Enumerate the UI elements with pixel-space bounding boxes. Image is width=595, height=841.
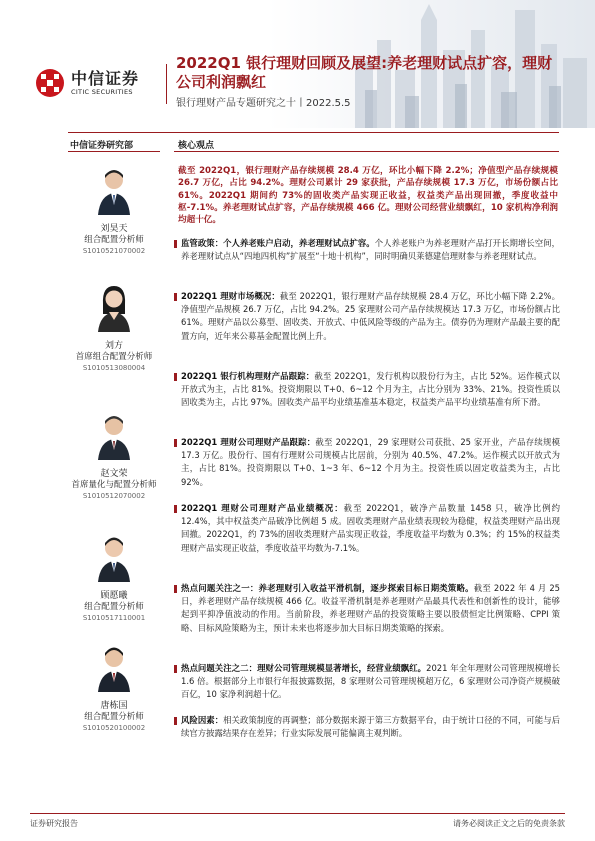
analyst-name: 赵文荣 bbox=[100, 469, 128, 479]
paragraph-text: 截至 2022Q1，破净产品数量 1458 只，破净比例约 12.4%，其中权益类产品破净比例超 5 成。固收类理财产品业绩表现较为稳健，权益类理财产品出现回撤。2022Q1，约 73%的固收类理财产品实现正收益，季度收益平均数为 0.3%；约 15%的权益类理财产品实现正收益，季度收益平均数为-7.1%。 bbox=[181, 503, 560, 553]
analyst-photo bbox=[94, 410, 134, 460]
paragraph-lead: 热点问题关注之二：理财公司管理规模显著增长，经营业绩飘红。 bbox=[181, 663, 427, 673]
left-column-divider bbox=[68, 151, 160, 152]
report-subtitle: 银行理财产品专题研究之十丨2022.5.5 bbox=[176, 98, 351, 109]
analyst-role: 组合配置分析师 bbox=[84, 235, 144, 245]
viewpoint-paragraph bbox=[174, 502, 560, 555]
viewpoint-paragraph bbox=[174, 370, 560, 410]
analyst-id: S1010512070002 bbox=[82, 492, 146, 500]
report-title: 2022Q1 银行理财回顾及展望:养老理财试点扩容，理财公司利润飘红 bbox=[176, 54, 553, 91]
paragraph-marker bbox=[174, 665, 177, 673]
paragraph-text: 截至 2022Q1，29 家理财公司获批、25 家开业，产品存续规模 17.3 万亿。股份行、国有行理财公司规模占比居前，分别为 40.5%、47.2%。运作模式以开放式为主，占比 81%。投资期限以 T+0、1~3 年、6~12 个月为主。投资性质以固定收益类为主，占比 92%。 bbox=[181, 437, 560, 487]
analyst-card bbox=[68, 642, 160, 734]
header-divider bbox=[68, 132, 559, 133]
analyst-card bbox=[68, 532, 160, 624]
analyst-card bbox=[68, 410, 160, 502]
analyst-id: S1010517110001 bbox=[82, 614, 146, 622]
analyst-id: S1010520100002 bbox=[82, 724, 146, 732]
analyst-name: 唐栋国 bbox=[100, 701, 128, 711]
logo-divider bbox=[166, 64, 167, 104]
footer-divider bbox=[30, 813, 565, 814]
report-header bbox=[0, 0, 595, 128]
footer-report-type: 证券研究报告 bbox=[30, 819, 78, 828]
paragraph-text: 相关政策制度的再调整；部分数据来源于第三方数据平台，由于统计口径的不同，可能与后续官方披露结果存在差异；行业实际发展可能偏离主观判断。 bbox=[181, 715, 561, 739]
core-views-heading: 核心观点 bbox=[178, 141, 215, 151]
paragraph-lead: 风险因素： bbox=[181, 715, 224, 725]
viewpoint-paragraph bbox=[174, 290, 560, 343]
paragraph-text: 个人养老账户为养老理财产品打开长期增长空间，养老理财试点从“四地四机构”扩展至“十地十机构”，同时明确贝莱德建信理财参与养老理财试点。 bbox=[181, 238, 560, 262]
analyst-card bbox=[68, 165, 160, 257]
viewpoint-paragraph bbox=[174, 582, 560, 635]
paragraph-marker bbox=[174, 293, 177, 301]
analyst-id: S1010513080004 bbox=[82, 364, 146, 372]
paragraph-lead: 2022Q1 银行机构理财产品跟踪： bbox=[181, 371, 315, 381]
analyst-role: 首席量化与配置分析师 bbox=[71, 480, 157, 490]
analyst-name: 顾愿曦 bbox=[100, 591, 128, 601]
paragraph-text: 截至 2022Q1，发行机构以股份行为主，占比 52%。运作模式以开放式为主，占比 81%。投资期限以 T+0、6~12 个月为主，占比分别为 33%、21%。投资性质以固收类为主，占比 97%。固收类产品平均业绩基准基本稳定，权益类产品平均业绩基准有所下滑。 bbox=[181, 371, 561, 408]
viewpoint-paragraph bbox=[174, 662, 560, 702]
summary-highlight: 截至 2022Q1，银行理财产品存续规模 28.4 万亿，环比小幅下降 2.2%；净值型产品存续规模 26.7 万亿，占比 94.2%。理财公司累计 29 家获批，产品存续规模 17.3 万亿，市场份额占比 61%。2022Q1 期间约 73%的固收类产品实现正收益，权益类产品出现回撤，季度收益中枢-7.1%。养老理财试点扩容，产品存续规模 466 亿。理财公司经营业绩飘红，10 家机构净利润均超十亿。 bbox=[178, 166, 558, 226]
footer-disclaimer: 请务必阅读正文之后的免责条款 bbox=[453, 819, 565, 828]
paragraph-lead: 监管政策：个人养老账户启动，养老理财试点扩容。 bbox=[181, 238, 375, 248]
analyst-name: 刘昊天 bbox=[100, 224, 128, 234]
analyst-photo bbox=[94, 532, 134, 582]
citic-logo: 中信证券 CITIC SECURITIES bbox=[35, 68, 139, 98]
paragraph-marker bbox=[174, 717, 177, 725]
paragraph-marker bbox=[174, 373, 177, 381]
viewpoint-paragraph bbox=[174, 436, 560, 489]
paragraph-lead: 2022Q1 理财公司理财产品业绩概况： bbox=[181, 503, 344, 513]
paragraph-lead: 2022Q1 理财市场概况： bbox=[181, 291, 280, 301]
paragraph-marker bbox=[174, 240, 177, 248]
analyst-role: 首席组合配置分析师 bbox=[75, 352, 153, 362]
analyst-name: 刘方 bbox=[104, 341, 123, 351]
analyst-photo bbox=[94, 642, 134, 692]
paragraph-text: 2021 年全年理财公司管理规模增长 1.6 倍。根据部分上市银行年报披露数据，8 家理财公司管理规模超万亿，6 家理财公司净资产规模破百亿，10 家净利润超十亿。 bbox=[181, 663, 561, 700]
analyst-role: 组合配置分析师 bbox=[84, 712, 144, 722]
citic-logo-icon bbox=[35, 68, 65, 98]
paragraph-text: 截至 2022Q1，银行理财产品存续规模 28.4 万亿，环比小幅下降 2.2%。净值型产品规模 26.7 万亿，占比 94.2%。25 家理财公司产品存续规模达 17.3 万亿，市场份额占比 61%。理财产品以公募型、固收类、开放式、中低风险等级的产品为主。债券仍为理财产品最主要的配置方向，近年来公募基金配置比例上升。 bbox=[181, 291, 560, 341]
paragraph-marker bbox=[174, 505, 177, 513]
paragraph-marker bbox=[174, 439, 177, 447]
paragraph-marker bbox=[174, 585, 177, 593]
analyst-card bbox=[68, 282, 160, 374]
research-dept-heading: 中信证券研究部 bbox=[70, 141, 134, 151]
analyst-photo bbox=[94, 282, 134, 332]
right-column-divider bbox=[174, 151, 559, 152]
paragraph-lead: 2022Q1 理财公司理财产品跟踪： bbox=[181, 437, 316, 447]
analyst-role: 组合配置分析师 bbox=[84, 602, 144, 612]
viewpoint-paragraph bbox=[174, 714, 560, 740]
analyst-id: S1010521070002 bbox=[82, 247, 146, 255]
analyst-photo bbox=[94, 165, 134, 215]
paragraph-lead: 热点问题关注之一：养老理财引入收益平滑机制，逐步探索目标日期类策略。 bbox=[181, 583, 474, 593]
viewpoint-paragraph bbox=[174, 237, 560, 263]
paragraph-text: 截至 2022 年 4 月 25 日，养老理财产品存续规模 466 亿。收益平滑机制是养老理财产品最具代表性和创新性的设计，能够起到平抑净值波动的作用。当前阶段，养老理财产品的投资策略主要以股债恒定比例策略、CPPI 策略、目标风险策略为主，预计未来也将逐步加大目标日期类策略的探索。 bbox=[181, 583, 560, 633]
